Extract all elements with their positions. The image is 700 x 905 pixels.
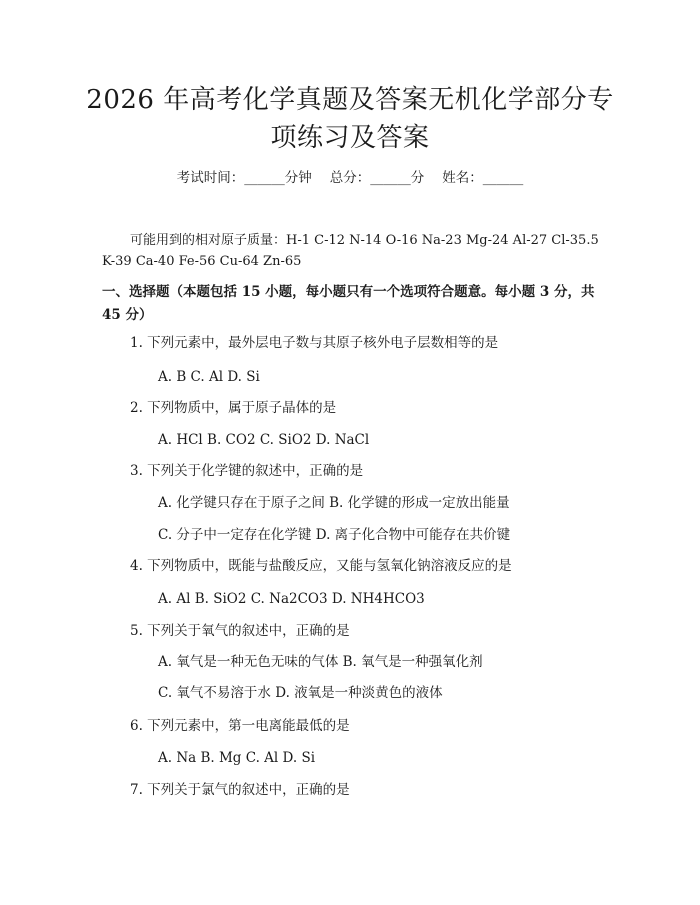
question-5-options-ab: A. 氧气是一种无色无味的气体 B. 氧气是一种强氧化剂	[158, 654, 483, 670]
document-title-line-1: 2026 年高考化学真题及答案无机化学部分专	[86, 85, 614, 115]
question-4-options: A. Al B. SiO2 C. Na2CO3 D. NH4HCO3	[158, 591, 425, 607]
question-3-options-ab: A. 化学键只存在于原子之间 B. 化学键的形成一定放出能量	[158, 495, 510, 511]
exam-meta	[0, 168, 700, 188]
question-5-options-cd: C. 氧气不易溶于水 D. 液氧是一种淡黄色的液体	[158, 685, 443, 701]
question-2-stem: 2. 下列物质中，属于原子晶体的是	[130, 400, 337, 416]
atomic-masses-line-1: 可能用到的相对原子质量：H-1 C-12 N-14 O-16 Na-23 Mg-24 Al-27 Cl-35.5	[130, 233, 599, 248]
student-name-field: 姓名：______	[442, 170, 524, 186]
question-7-stem: 7. 下列关于氯气的叙述中，正确的是	[130, 782, 350, 798]
question-6-stem: 6. 下列元素中，第一电离能最低的是	[130, 718, 350, 734]
document-title-line-2: 项练习及答案	[270, 123, 430, 153]
question-3-options-cd: C. 分子中一定存在化学键 D. 离子化合物中可能存在共价键	[158, 527, 511, 543]
total-score-field: 总分：______分	[329, 170, 425, 186]
question-4-stem: 4. 下列物质中，既能与盐酸反应，又能与氢氧化钠溶液反应的是	[130, 558, 512, 574]
question-3-stem: 3. 下列关于化学键的叙述中，正确的是	[130, 463, 364, 479]
question-1-stem: 1. 下列元素中，最外层电子数与其原子核外电子层数相等的是	[130, 335, 499, 351]
question-5-stem: 5. 下列关于氧气的叙述中，正确的是	[130, 623, 350, 639]
question-6-options: A. Na B. Mg C. Al D. Si	[158, 750, 316, 766]
exam-time-field: 考试时间：______分钟	[176, 170, 312, 186]
question-2-options: A. HCl B. CO2 C. SiO2 D. NaCl	[158, 432, 370, 448]
section-heading-line-2: 45 分）	[102, 307, 153, 323]
section-heading-line-1: 一、选择题（本题包括 15 小题，每小题只有一个选项符合题意。每小题 3 分，共	[102, 284, 595, 300]
atomic-masses-line-2: K-39 Ca-40 Fe-56 Cu-64 Zn-65	[102, 254, 302, 269]
question-1-options: A. B C. Al D. Si	[158, 369, 260, 385]
